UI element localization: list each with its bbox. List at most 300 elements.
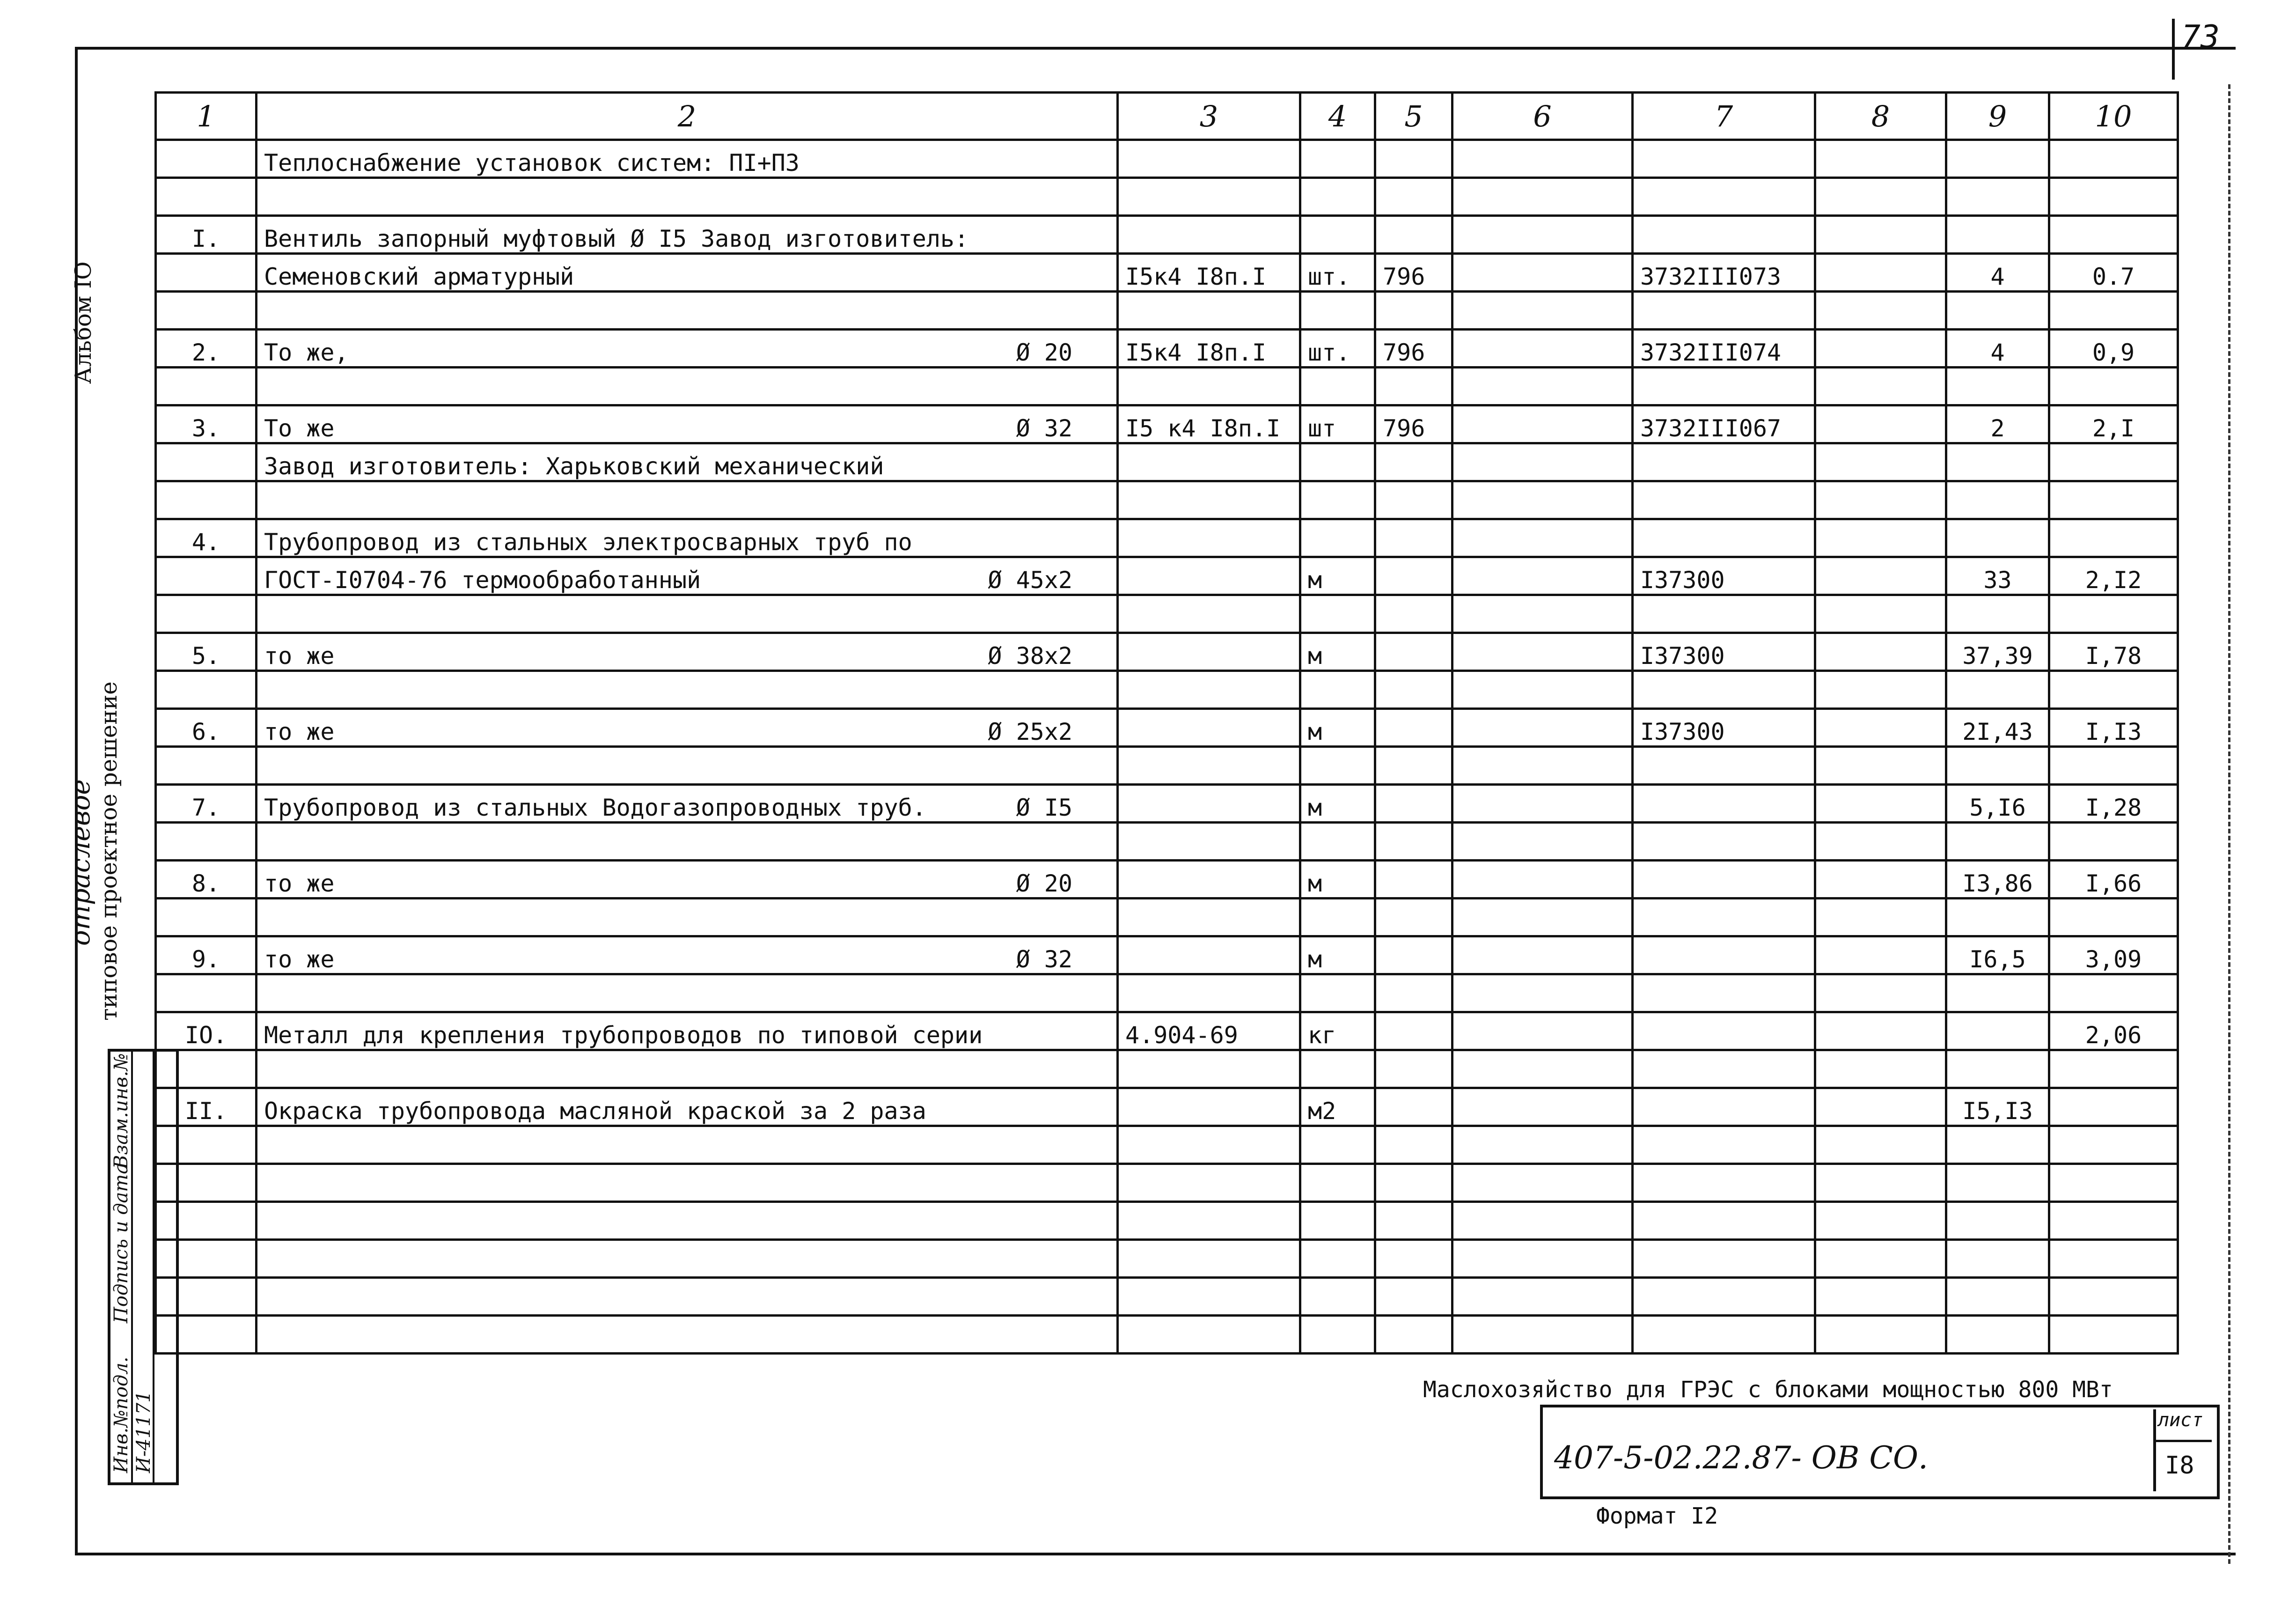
cell-c4 [1300,443,1375,481]
cell-c8 [1815,519,1946,557]
cell-c5 [1375,1088,1452,1126]
cell-c3 [1118,443,1300,481]
cell-c5 [1375,1316,1452,1354]
cell-c3 [1118,519,1300,557]
cell-c9 [1946,974,2049,1012]
cell-c5 [1375,936,1452,974]
cell-c7 [1633,368,1815,405]
cell-c5 [1375,481,1452,519]
cell-c7 [1633,519,1815,557]
cell-c5 [1375,785,1452,823]
cell-c7 [1633,936,1815,974]
cell-c4 [1300,216,1375,254]
cell-c3: 4.904-69 [1118,1012,1300,1050]
cell-c1 [156,140,257,178]
cell-c7 [1633,1012,1815,1050]
cell-c9: 2 [1946,405,2049,443]
cell-c6 [1452,1088,1633,1126]
industry-label: отраслевое [66,779,96,946]
cell-c9: 5,I6 [1946,785,2049,823]
item-description: Теплоснабжение установок систем: ПI+П3 [264,149,800,177]
cell-c4 [1300,292,1375,330]
cell-c3 [1118,823,1300,861]
cell-c3 [1118,1050,1300,1088]
table-row [156,1164,2178,1202]
cell-c1 [156,747,257,785]
cell-c9 [1946,1050,2049,1088]
cell-c5 [1375,140,1452,178]
cell-c3: I5 к4 I8п.I [1118,405,1300,443]
album-label: Альбом IO [70,261,96,384]
cell-c4 [1300,481,1375,519]
cell-c3 [1118,1278,1300,1316]
cell-c2 [257,216,1118,254]
cell-c3 [1118,292,1300,330]
cell-c10 [2049,1126,2178,1164]
cell-c10 [2049,1202,2178,1240]
item-description: Окраска трубопровода масляной краской за 2 раза [264,1098,926,1125]
cell-c2 [257,747,1118,785]
sheet-label: лист [2158,1409,2203,1431]
cell-c7 [1633,481,1815,519]
cell-c2 [257,330,1118,368]
cell-c9 [1946,1278,2049,1316]
cell-c7 [1633,1050,1815,1088]
table-row [156,368,2178,405]
cell-c7 [1633,974,1815,1012]
cell-c1 [156,671,257,709]
cell-c5 [1375,1240,1452,1278]
cell-c1 [156,178,257,216]
cell-c3 [1118,974,1300,1012]
cell-c6 [1452,330,1633,368]
cell-c7: 3732III067 [1633,405,1815,443]
cell-c8 [1815,1126,1946,1164]
cell-c9 [1946,443,2049,481]
cell-c1 [156,443,257,481]
column-header: 9 [1946,93,2049,140]
cell-c5 [1375,1050,1452,1088]
cell-c1: 7. [156,785,257,823]
cell-c10 [2049,443,2178,481]
stamp-signature-label: Подпись и дата [110,1163,132,1323]
cell-c7 [1633,1164,1815,1202]
cell-c4 [1300,1240,1375,1278]
cell-c10 [2049,1240,2178,1278]
cell-c8 [1815,936,1946,974]
cell-c5 [1375,1278,1452,1316]
cell-c9 [1946,595,2049,633]
item-description: Семеновский арматурный [264,263,574,290]
diameter-spec: Ø 45х2 [988,567,1072,594]
cell-c8 [1815,443,1946,481]
cell-c6 [1452,671,1633,709]
cell-c3 [1118,1202,1300,1240]
cell-c4: кг [1300,1012,1375,1050]
cell-c9 [1946,1202,2049,1240]
cell-c2 [257,633,1118,671]
cell-c4 [1300,595,1375,633]
table-row [156,178,2178,216]
column-header: 2 [257,93,1118,140]
diameter-spec: Ø I5 [1016,794,1072,821]
cell-c6 [1452,899,1633,936]
cell-c5 [1375,747,1452,785]
cell-c6 [1452,140,1633,178]
cell-c8 [1815,140,1946,178]
column-header: 10 [2049,93,2178,140]
cell-c6 [1452,216,1633,254]
cell-c6 [1452,936,1633,974]
cell-c1: I. [156,216,257,254]
cell-c8 [1815,671,1946,709]
table-row [156,974,2178,1012]
cell-c8 [1815,1202,1946,1240]
cell-c2 [257,595,1118,633]
cell-c6 [1452,1316,1633,1354]
column-header: 8 [1815,93,1946,140]
cell-c5 [1375,216,1452,254]
cell-c2 [257,443,1118,481]
cell-c10 [2049,178,2178,216]
cell-c1 [156,368,257,405]
cell-c8 [1815,633,1946,671]
cell-c7: I37300 [1633,633,1815,671]
cell-c10 [2049,1278,2178,1316]
cell-c3 [1118,936,1300,974]
cell-c2 [257,1240,1118,1278]
item-description: ГОСТ-I0704-76 термообработанный [264,567,701,594]
column-header: 5 [1375,93,1452,140]
cell-c1 [156,292,257,330]
cell-c2 [257,368,1118,405]
diameter-spec: Ø 32 [1016,415,1072,442]
cell-c6 [1452,1126,1633,1164]
cell-c4 [1300,178,1375,216]
cell-c9 [1946,519,2049,557]
cell-c2 [257,140,1118,178]
table-row [156,1126,2178,1164]
cell-c1 [156,595,257,633]
cell-c6 [1452,1050,1633,1088]
cell-c6 [1452,557,1633,595]
cell-c3 [1118,140,1300,178]
cell-c9 [1946,140,2049,178]
cell-c9: 4 [1946,254,2049,292]
cell-c2 [257,1278,1118,1316]
cell-c4: м [1300,557,1375,595]
cell-c10 [2049,747,2178,785]
column-header: 7 [1633,93,1815,140]
table-row [156,1088,2178,1126]
cell-c2 [257,823,1118,861]
cell-c3: I5к4 I8п.I [1118,254,1300,292]
cell-c7 [1633,443,1815,481]
cell-c3: I5к4 I8п.I [1118,330,1300,368]
cell-c6 [1452,1164,1633,1202]
cell-c1: IO. [156,1012,257,1050]
cell-c2 [257,1012,1118,1050]
cell-c9 [1946,292,2049,330]
cell-c8 [1815,405,1946,443]
cell-c2 [257,974,1118,1012]
document-code: 407-5-02.22.87- ОВ СО. [1554,1440,1928,1476]
cell-c1 [156,1240,257,1278]
cell-c1: 2. [156,330,257,368]
cell-c2 [257,519,1118,557]
cell-c9 [1946,481,2049,519]
table-row [156,709,2178,747]
cell-c10: 2,06 [2049,1012,2178,1050]
cell-c5 [1375,443,1452,481]
diameter-spec: Ø 20 [1016,870,1072,897]
cell-c7 [1633,140,1815,178]
cell-c1 [156,1202,257,1240]
cell-c8 [1815,899,1946,936]
sheet-cell-divider [2153,1440,2212,1442]
cell-c2 [257,1164,1118,1202]
cell-c10: 2,I2 [2049,557,2178,595]
cell-c5: 796 [1375,254,1452,292]
cell-c6 [1452,823,1633,861]
cell-c8 [1815,178,1946,216]
table-header-row [156,93,2178,140]
cell-c8 [1815,595,1946,633]
cell-c4 [1300,747,1375,785]
cell-c7 [1633,1278,1815,1316]
column-header: 6 [1452,93,1633,140]
cell-c6 [1452,178,1633,216]
table-row [156,1012,2178,1050]
cell-c2 [257,671,1118,709]
cell-c10 [2049,974,2178,1012]
cell-c5 [1375,709,1452,747]
cell-c10: I,66 [2049,861,2178,899]
cell-c5: 796 [1375,405,1452,443]
cell-c7 [1633,823,1815,861]
specification-table-wrap [154,91,2179,1355]
cell-c10: 0.7 [2049,254,2178,292]
cell-c5 [1375,633,1452,671]
cell-c9 [1946,1164,2049,1202]
cell-c10: 0,9 [2049,330,2178,368]
cell-c5 [1375,178,1452,216]
cell-c2 [257,1202,1118,1240]
cell-c1: 8. [156,861,257,899]
cell-c9 [1946,1316,2049,1354]
cell-c10: I,28 [2049,785,2178,823]
sheet-number: I8 [2165,1451,2194,1480]
cell-c7 [1633,747,1815,785]
cell-c4: м [1300,861,1375,899]
cell-c8 [1815,1088,1946,1126]
cell-c2 [257,1050,1118,1088]
cell-c2 [257,1088,1118,1126]
cell-c4: м [1300,936,1375,974]
cell-c7 [1633,595,1815,633]
table-row [156,443,2178,481]
cell-c4 [1300,823,1375,861]
cell-c9 [1946,178,2049,216]
cell-c3 [1118,557,1300,595]
item-description: то же [264,642,335,670]
item-description: То же [264,415,335,442]
cell-c6 [1452,405,1633,443]
cell-c7 [1633,1088,1815,1126]
table-row [156,671,2178,709]
cell-c10 [2049,595,2178,633]
cell-c4 [1300,1126,1375,1164]
cell-c4 [1300,519,1375,557]
cell-c7 [1633,178,1815,216]
item-description: то же [264,870,335,897]
frame-right-edge [2228,84,2230,1564]
table-row [156,1050,2178,1088]
cell-c1 [156,823,257,861]
cell-c9 [1946,1240,2049,1278]
table-row [156,899,2178,936]
table-row [156,785,2178,823]
cell-c8 [1815,747,1946,785]
cell-c10 [2049,1164,2178,1202]
table-row [156,861,2178,899]
cell-c7 [1633,785,1815,823]
cell-c10 [2049,368,2178,405]
cell-c4 [1300,671,1375,709]
table-row [156,1240,2178,1278]
table-row [156,330,2178,368]
cell-c8 [1815,216,1946,254]
column-header: 3 [1118,93,1300,140]
cell-c1 [156,974,257,1012]
table-row [156,216,2178,254]
cell-c2 [257,481,1118,519]
cell-c5 [1375,1012,1452,1050]
cell-c7 [1633,1316,1815,1354]
cell-c10 [2049,1316,2178,1354]
cell-c10 [2049,216,2178,254]
cell-c8 [1815,1278,1946,1316]
cell-c7 [1633,216,1815,254]
cell-c5 [1375,557,1452,595]
cell-c10 [2049,519,2178,557]
cell-c1 [156,1126,257,1164]
cell-c3 [1118,785,1300,823]
cell-c10 [2049,140,2178,178]
cell-c5 [1375,861,1452,899]
cell-c6 [1452,481,1633,519]
cell-c1 [156,1050,257,1088]
cell-c3 [1118,216,1300,254]
cell-c6 [1452,368,1633,405]
cell-c1: 3. [156,405,257,443]
cell-c3 [1118,671,1300,709]
cell-c2 [257,936,1118,974]
cell-c7 [1633,861,1815,899]
cell-c6 [1452,292,1633,330]
cell-c9: I3,86 [1946,861,2049,899]
cell-c3 [1118,1240,1300,1278]
cell-c1: 5. [156,633,257,671]
cell-c3 [1118,899,1300,936]
cell-c7: I37300 [1633,709,1815,747]
cell-c9: 2I,43 [1946,709,2049,747]
cell-c3 [1118,633,1300,671]
project-title: Маслохозяйство для ГРЭС с блоками мощностью 800 МВт [1423,1377,2113,1403]
cell-c8 [1815,974,1946,1012]
cell-c8 [1815,330,1946,368]
cell-c7: I37300 [1633,557,1815,595]
cell-c5 [1375,368,1452,405]
table-row [156,557,2178,595]
cell-c7 [1633,1126,1815,1164]
cell-c6 [1452,254,1633,292]
cell-c8 [1815,1050,1946,1088]
cell-c2 [257,1126,1118,1164]
cell-c4: м [1300,785,1375,823]
cell-c1: II. [156,1088,257,1126]
item-description: Вентиль запорный муфтовый Ø I5 Завод изготовитель: [264,225,969,252]
cell-c4: м [1300,709,1375,747]
column-header: 1 [156,93,257,140]
table-row [156,936,2178,974]
cell-c3 [1118,1164,1300,1202]
column-header: 4 [1300,93,1375,140]
table-row [156,747,2178,785]
cell-c9 [1946,823,2049,861]
cell-c3 [1118,1088,1300,1126]
cell-c10: I,78 [2049,633,2178,671]
specification-table [154,91,2179,1355]
format-label: Формат I2 [1596,1503,1718,1529]
table-row [156,1316,2178,1354]
sheet-number-top: 73 [2181,19,2220,56]
cell-c1 [156,557,257,595]
cell-c9: I5,I3 [1946,1088,2049,1126]
item-description: Трубопровод из стальных электросварных труб по [264,529,912,556]
cell-c10 [2049,823,2178,861]
cell-c2 [257,861,1118,899]
cell-c6 [1452,595,1633,633]
cell-c8 [1815,368,1946,405]
cell-c5 [1375,1126,1452,1164]
cell-c5 [1375,1202,1452,1240]
cell-c5 [1375,1164,1452,1202]
cell-c4 [1300,899,1375,936]
cell-c8 [1815,1012,1946,1050]
cell-c9: 33 [1946,557,2049,595]
cell-c5: 796 [1375,330,1452,368]
cell-c7 [1633,1240,1815,1278]
cell-c10: I,I3 [2049,709,2178,747]
diameter-spec: Ø 38х2 [988,642,1072,670]
cell-c8 [1815,709,1946,747]
cell-c8 [1815,481,1946,519]
table-row [156,1278,2178,1316]
cell-c2 [257,785,1118,823]
cell-c8 [1815,861,1946,899]
cell-c10: 3,09 [2049,936,2178,974]
item-description: Завод изготовитель: Харьковский механический [264,453,884,480]
cell-c3 [1118,368,1300,405]
cell-c8 [1815,1164,1946,1202]
cell-c4 [1300,974,1375,1012]
cell-c9 [1946,368,2049,405]
cell-c4 [1300,1278,1375,1316]
cell-c9: 4 [1946,330,2049,368]
table-row [156,140,2178,178]
diameter-spec: Ø 20 [1016,339,1072,366]
